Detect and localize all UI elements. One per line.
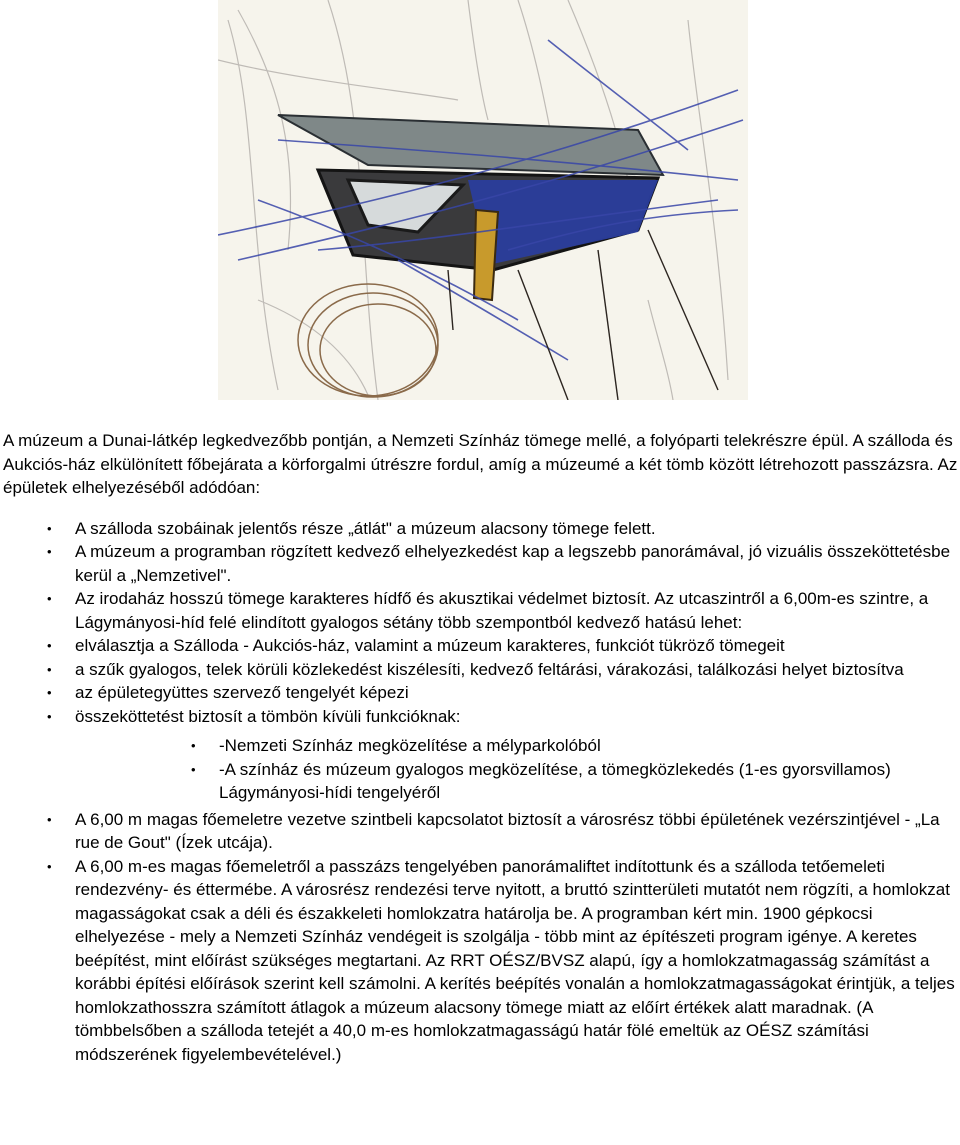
sub-list-item	[75, 734, 958, 758]
sub-list-item-text: -Nemzeti Színház megközelítése a mélyparkolóból	[219, 736, 601, 755]
bullet-icon: •	[47, 591, 52, 606]
list-item	[3, 587, 958, 634]
list-item	[3, 855, 958, 1067]
list-item	[3, 681, 958, 705]
sub-list-item-text: -A színház és múzeum gyalogos megközelítése, a tömegközlekedés (1-es gyorsvillamos) Lágymányosi-hídi tengelyéről	[219, 759, 891, 802]
list-item-text: A 6,00 m magas főemeletre vezetve szintbeli kapcsolatot biztosít a városrész többi épületének vezérszintjével - „La rue de Gout" (Ízek utcája).	[75, 809, 940, 852]
list-item-text: az épületegyüttes szervező tengelyét képezi	[75, 683, 409, 702]
bullet-icon: •	[47, 661, 52, 677]
bullet-icon: •	[191, 738, 196, 753]
bullet-list	[3, 517, 958, 1067]
list-item	[3, 540, 958, 587]
list-item	[3, 634, 958, 658]
intro-paragraph: A múzeum a Dunai-látkép legkedvezőbb pontján, a Nemzeti Színház tömege mellé, a folyóparti telekrészre épül. A szálloda és Aukciós-ház elkülönített főbejárata a körforgalmi útrészre fordul, amíg a múzeumé a két tömb között létrehozott passzázsra. Az épületek elhelyezéséből adódóan:	[3, 431, 958, 497]
sub-bullet-list	[75, 734, 958, 805]
bullet-icon: •	[47, 638, 52, 653]
list-item-text: elválasztja a Szálloda - Aukciós-ház, valamint a múzeum karakteres, funkciót tükröző tömegeit	[75, 636, 785, 655]
description-text	[3, 429, 958, 1066]
bullet-icon: •	[47, 708, 52, 724]
architectural-sketch-icon	[218, 0, 748, 400]
list-item	[3, 658, 958, 682]
list-item	[3, 705, 958, 805]
list-item-text: A szálloda szobáinak jelentős része „átlát" a múzeum alacsony tömege felett.	[75, 518, 656, 538]
bullet-icon: •	[47, 520, 52, 536]
list-item-text: Az irodaház hosszú tömege karakteres hídfő és akusztikai védelmet biztosít. Az utcaszintről a 6,00m-es szintre, a Lágymányosi-híd felé elindított gyalogos sétány több szempontból kedvező hatású lehet:	[75, 589, 929, 632]
list-item	[3, 808, 958, 855]
list-item-text: összeköttetést biztosít a tömbön kívüli funkcióknak:	[75, 706, 461, 726]
list-item-text: a szűk gyalogos, telek körüli közlekedést kiszélesíti, kedvező feltárási, várakozási, találkozási helyet biztosítva	[75, 659, 904, 679]
list-item-text: A múzeum a programban rögzített kedvező elhelyezkedést kap a legszebb panorámával, jó vizuális összeköttetésbe kerül a „Nemzetivel".	[75, 542, 951, 585]
bullet-icon: •	[191, 761, 196, 777]
bullet-icon: •	[47, 858, 52, 874]
list-item-text: A 6,00 m-es magas főemeletről a passzázs tengelyében panorámaliftet indítottunk és a szálloda tetőemeleti rendezvény- és éttermébe. A városrész rendezési terve nyitott, a bruttó szintterületi mutatót nem rögzíti, a homlokzat magasságokat csak a déli és északkeleti homlokzatra határolja be. A programban kért min. 1900 gépkocsi elhelyezése - mely a Nemzeti Színház vendégeit is szolgálja - több mint az építészeti program igénye. A keretes beépítést, mint előírást szükséges megtartani. Az RRT OÉSZ/BVSZ alapú, így a homlokzatmagasság számítást a korábbi építési előírások szerint kell számolni. A kerítés beépítés vonalán a homlokzatmagasságokat érintjük, a teljes homlokzathosszra számított átlagok a múzeum alacsony tömege miatt az előírt értékek alatt maradnak. (A tömbbelsőben a szálloda tetejét a 40,0 m-es homlokzatmagasságú határ fölé emeltük az OÉSZ számítási módszerének figyelembevételével.)	[75, 856, 955, 1064]
bullet-icon: •	[47, 811, 52, 827]
sub-list-item	[75, 758, 958, 805]
bullet-icon: •	[47, 544, 52, 559]
bullet-icon: •	[47, 685, 52, 700]
list-item	[3, 517, 958, 541]
